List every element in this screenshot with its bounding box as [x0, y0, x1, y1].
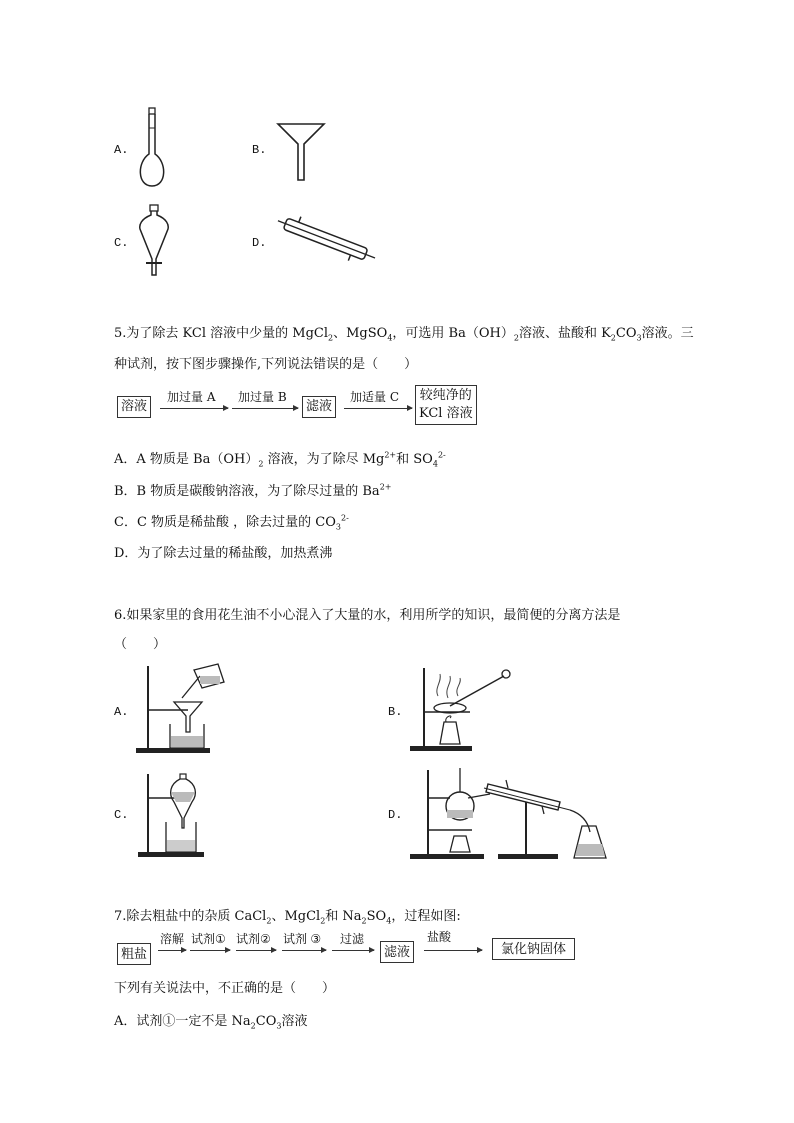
volumetric-flask-icon: [133, 108, 173, 190]
flow-arrow-3: [344, 408, 412, 409]
q4-option-a-label: A.: [114, 143, 129, 157]
q6-stem: 6.如果家里的食用花生油不小心混入了大量的水，利用所学的知识，最简便的分离方法是: [114, 608, 621, 623]
flow-arrow-3: [236, 950, 276, 951]
evaporation-setup-icon: [410, 664, 520, 754]
flow-box-start: 溶液: [117, 396, 151, 418]
flow-box-nacl-solid: 氯化钠固体: [492, 938, 575, 960]
q6-paren: （ ）: [114, 637, 167, 652]
q6-option-b-label: B.: [388, 705, 403, 719]
q6-option-c-label: C.: [114, 808, 129, 822]
q7-stem: 7.除去粗盐中的杂质 CaCl$_2$、MgCl$_2$和 $Na_2SO_4$，过程如图:: [114, 909, 461, 926]
flow-label-step1: 加过量 A: [167, 390, 216, 404]
flow-label-step3: 加适量 C: [350, 390, 399, 404]
condenser-icon: [278, 218, 378, 264]
flow-label-dissolve: 溶解: [160, 932, 185, 946]
flow-arrow-2: [190, 950, 230, 951]
flow-label-hcl: 盐酸: [427, 930, 452, 944]
flow-end-line2: KCl 溶液: [419, 406, 473, 421]
separatory-funnel-setup-icon: [138, 772, 218, 858]
q5-option-a: A．A 物质是 $Ba(OH)_2$ 溶液，为了除尽 $Mg^{2+}$和 $SO_4^{2-}$: [114, 450, 446, 469]
separatory-funnel-icon: [137, 205, 171, 279]
funnel-icon: [276, 122, 326, 184]
flow-box-end: [415, 385, 477, 425]
flow-box-crude-salt: 粗盐: [117, 943, 151, 965]
flow-arrow-5: [332, 950, 374, 951]
q6-option-d-label: D.: [388, 808, 403, 822]
flow-end-line1: 较纯净的: [419, 388, 472, 403]
flow-box-filtrate: 滤液: [302, 396, 336, 418]
distillation-setup-icon: [410, 766, 610, 862]
q4-option-b-label: B.: [252, 143, 267, 157]
flow-arrow-1: [160, 408, 228, 409]
flow-label-reagent3: 试剂 ③: [283, 932, 322, 946]
flow-label-step2: 加过量 B: [238, 390, 287, 404]
flow-arrow-4: [282, 950, 326, 951]
q5-option-b: B．B 物质是碳酸钠溶液，为了除尽过量的 $Ba^{2+}$: [114, 482, 392, 499]
q4-option-d-label: D.: [252, 236, 267, 250]
flow-label-filter: 过滤: [340, 932, 365, 946]
flow-label-reagent2: 试剂②: [236, 932, 271, 946]
q5-stem-line2: 种试剂，按下图步骤操作,下列说法错误的是（ ）: [114, 357, 418, 372]
q5-option-c: C．C 物质是稀盐酸 ，除去过量的 $CO_3^{2-}$: [114, 513, 349, 532]
flow-box-filtrate: 滤液: [380, 941, 414, 963]
flow-arrow-6: [424, 950, 482, 951]
q7-option-a: A．试剂①一定不是 $Na_2CO_3$溶液: [114, 1014, 308, 1031]
filtration-setup-icon: [136, 662, 236, 756]
q5-stem-line1: 5.为了除去 KCl 溶液中少量的 MgCl$_2$、MgSO$_4$，可选用 $Ba(OH)_2$溶液、盐酸和 $K_2CO_3$溶液。三: [114, 326, 694, 343]
q7-question: 下列有关说法中，不正确的是（ ）: [114, 981, 336, 996]
q6-option-a-label: A.: [114, 705, 129, 719]
q5-option-d: D．为了除去过量的稀盐酸，加热煮沸: [114, 546, 333, 561]
q4-option-c-label: C.: [114, 236, 129, 250]
flow-arrow-2: [232, 408, 298, 409]
flow-label-reagent1: 试剂①: [191, 932, 226, 946]
flow-arrow-1: [158, 950, 186, 951]
